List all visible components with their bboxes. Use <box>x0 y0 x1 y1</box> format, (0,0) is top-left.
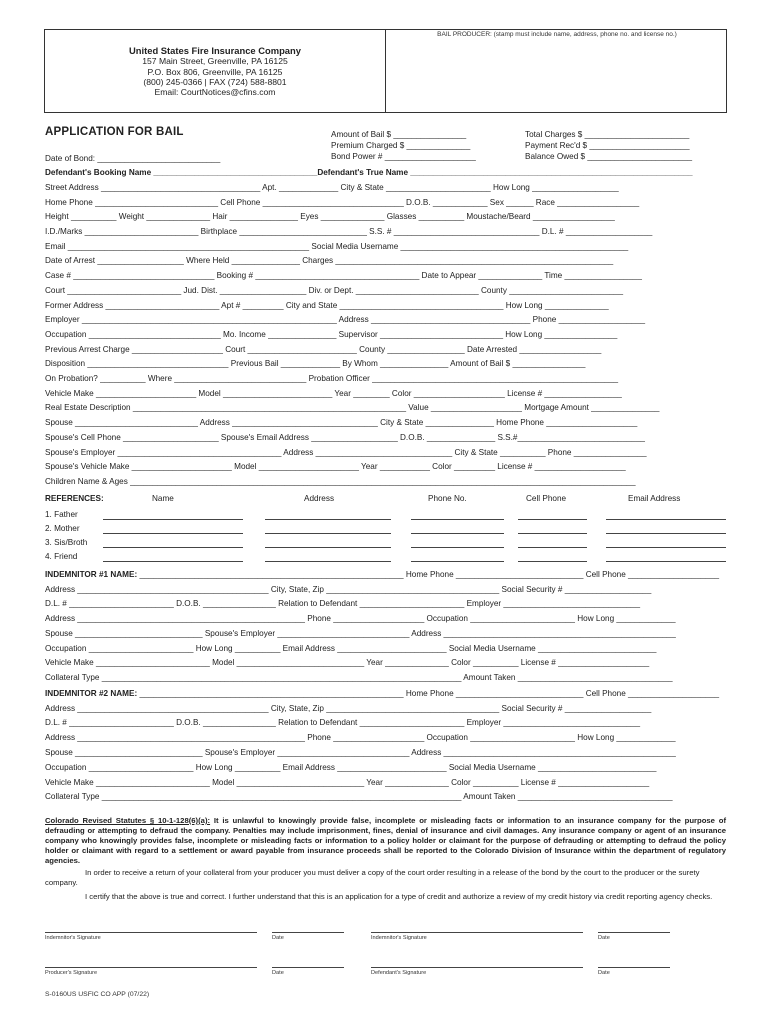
reference-field-line[interactable] <box>518 547 587 548</box>
producer-signature-line[interactable] <box>45 967 257 968</box>
reference-field-line[interactable] <box>606 547 726 548</box>
reference-field-line[interactable] <box>265 519 391 520</box>
header-divider <box>385 29 386 113</box>
date4-label: Date <box>598 970 610 976</box>
reference-field-line[interactable] <box>103 561 243 562</box>
indemnitor1-row[interactable]: Vehicle Make _________________________ Model ____________________________ Year ______________ Color __________ License # ____________________ <box>45 658 650 667</box>
date2-line[interactable] <box>598 932 670 933</box>
date1-line[interactable] <box>272 932 344 933</box>
reference-field-line[interactable] <box>606 561 726 562</box>
defendant-row[interactable]: Defendant's Booking Name ____________________________________Defendant's True Name ______________________________________________________________ <box>45 168 693 177</box>
indemnitor2-row[interactable]: Collateral Type _______________________________________________________________________________ Amount Taken __________________________________ <box>45 792 673 801</box>
page-title: APPLICATION FOR BAIL <box>45 126 184 138</box>
defendant-row[interactable]: Vehicle Make ______________________ Model ________________________ Year ________ Color ____________________ License # _________________ <box>45 389 622 398</box>
reference-field-line[interactable] <box>518 519 587 520</box>
defendant-row[interactable]: Disposition _______________________________ Previous Bail _____________ By Whom _______________ Amount of Bail $ ________________ <box>45 359 586 368</box>
reference-field-line[interactable] <box>518 561 587 562</box>
reference-friend: 4. Friend <box>45 552 78 561</box>
company-phone-fax: (800) 245-0366 | FAX (724) 588-8801 <box>143 77 287 87</box>
reference-field-line[interactable] <box>103 533 243 534</box>
total-charges-field[interactable]: Total Charges $ _______________________ <box>525 130 690 139</box>
ref-col-address: Address <box>304 494 335 503</box>
indemnitor1-signature-label: Indemnitor's Signature <box>45 935 101 941</box>
reference-field-line[interactable] <box>265 533 391 534</box>
reference-field-line[interactable] <box>411 533 504 534</box>
premium-charged-field[interactable]: Premium Charged $ ______________ <box>331 141 471 150</box>
indemnitor2-row[interactable]: Address __________________________________________________ Phone ____________________ Occupation _______________________ How Long _____________ <box>45 733 676 742</box>
defendant-row[interactable]: Street Address ___________________________________ Apt. _____________ City & State _______________________ How Long ___________________ <box>45 183 619 192</box>
reference-field-line[interactable] <box>606 533 726 534</box>
defendant-row[interactable]: I.D./Marks _________________________ Birthplace ____________________________ S.S. # ________________________________ D.L. # ___________________ <box>45 227 653 236</box>
ref-col-name: Name <box>152 494 174 503</box>
company-name: United States Fire Insurance Company <box>129 45 301 56</box>
defendant-row[interactable]: Spouse's Cell Phone _____________________ Spouse's Email Address ___________________ D.O.B. _______________ S.S.#____________________________ <box>45 433 645 442</box>
indemnitor2-row[interactable]: Occupation _______________________ How Long __________ Email Address ________________________ Social Media Username __________________________ <box>45 763 657 772</box>
indemnitor2-signature-label: Indemnitor's Signature <box>371 935 427 941</box>
company-address1: 157 Main Street, Greenville, PA 16125 <box>142 56 288 66</box>
defendant-row[interactable]: Former Address _________________________ Apt # _________ City and State ____________________________________ How Long ______________ <box>45 301 609 310</box>
references-label: REFERENCES: <box>45 494 104 503</box>
ref-col-email: Email Address <box>628 494 681 503</box>
defendant-row[interactable]: Occupation _____________________________ Mo. Income _______________ Supervisor ___________________________ How Long ________________ <box>45 330 618 339</box>
reference-field-line[interactable] <box>606 519 726 520</box>
defendant-row[interactable]: Spouse ___________________________ Address ________________________________ City & State _______________ Home Phone ____________________ <box>45 418 638 427</box>
indemnitor1-row[interactable]: Address __________________________________________________ Phone ____________________ Occupation _______________________ How Long _____________ <box>45 614 676 623</box>
certification-paragraph: I certify that the above is true and correct. I further understand that this is an application for a type of credit and authorize a review of my credit history via credit reporting agency checks. <box>85 892 713 901</box>
bond-power-field[interactable]: Bond Power # ____________________ <box>331 152 476 161</box>
indemnitor1-row[interactable]: Collateral Type _______________________________________________________________________________ Amount Taken __________________________________ <box>45 673 673 682</box>
reference-field-line[interactable] <box>411 547 504 548</box>
defendant-row[interactable]: Home Phone ___________________________ Cell Phone _______________________________ D.O.B. ____________ Sex ______ Race __________________ <box>45 198 640 207</box>
date1-label: Date <box>272 935 284 941</box>
reference-field-line[interactable] <box>103 519 243 520</box>
indemnitor2-row[interactable]: Address __________________________________________ City, State, Zip ______________________________________ Social Security # ___________________ <box>45 704 652 713</box>
reference-field-line[interactable] <box>411 561 504 562</box>
defendant-row[interactable]: Case # _______________________________ Booking # ____________________________________ Date to Appear ______________ Time _________________ <box>45 271 642 280</box>
ref-col-cell: Cell Phone <box>526 494 567 503</box>
reference-field-line[interactable] <box>103 547 243 548</box>
reference-field-line[interactable] <box>265 561 391 562</box>
indemnitor1-row[interactable]: Address __________________________________________ City, State, Zip ______________________________________ Social Security # ___________________ <box>45 585 652 594</box>
indemnitor2-row[interactable]: D.L. # _______________________ D.O.B. ________________ Relation to Defendant _______________________ Employer ______________________________ <box>45 718 641 727</box>
reference-sibling: 3. Sis/Broth <box>45 538 88 547</box>
defendant-row[interactable]: Real Estate Description ____________________________________________________________ Value ____________________ Mortgage Amount _______________ <box>45 403 660 412</box>
amount-of-bail-field[interactable]: Amount of Bail $ ________________ <box>331 130 467 139</box>
date-of-bond-field[interactable]: Date of Bond: ___________________________ <box>45 154 221 163</box>
indemnitor1-row[interactable]: Spouse ____________________________ Spouse's Employer _____________________________ Address ___________________________________________________ <box>45 629 676 638</box>
collateral-paragraph: In order to receive a return of your collateral from your producer you must deliver a copy of the court order resulting in a release of the bond by the court to the producer or the surety company. <box>45 868 700 887</box>
defendant-row[interactable]: Height __________ Weight ______________ Hair _______________ Eyes ______________ Glasses __________ Moustache/Beard __________________ <box>45 212 615 221</box>
indemnitor2-row[interactable]: Spouse ____________________________ Spouse's Employer _____________________________ Address ___________________________________________________ <box>45 748 676 757</box>
indemnitor2-name-row[interactable]: INDEMNITOR #2 NAME: __________________________________________________________ Home Phone ____________________________ Cell Phone ____________________ <box>45 689 720 698</box>
reference-field-line[interactable] <box>518 533 587 534</box>
indemnitor2-row[interactable]: Vehicle Make _________________________ Model ____________________________ Year ______________ Color __________ License # ____________________ <box>45 778 650 787</box>
indemnitor2-signature-line[interactable] <box>371 932 583 933</box>
date4-line[interactable] <box>598 967 670 968</box>
indemnitor1-signature-line[interactable] <box>45 932 257 933</box>
defendant-row[interactable]: Date of Arrest ___________________ Where Held _______________ Charges _____________________________________________________________ <box>45 256 614 265</box>
indemnitor1-name-row[interactable]: INDEMNITOR #1 NAME: __________________________________________________________ Home Phone ____________________________ Cell Phone ____________________ <box>45 570 720 579</box>
company-address2: P.O. Box 806, Greenville, PA 16125 <box>147 67 283 77</box>
defendant-row[interactable]: Email _____________________________________________________ Social Media Username __________________________________________________ <box>45 242 629 251</box>
defendant-row[interactable]: On Probation? __________ Where _____________________________ Probation Officer ______________________________________________________ <box>45 374 619 383</box>
legal-notice: Colorado Revised Statutes § 10-1-128(6)(a): It is unlawful to knowingly provide false, incomplete or misleading facts or information to an insurance company for the purpose of defrauding or attempting to defraud the company. Penalties may include imprisonment, fines, denial of insurance and civil damages. Any insurance company or agent of an insurance company who knowingly provides false, incomplete or misleading facts or information to a policy holder or claimant for the purpose of defrauding or attempting to defraud the policy holder or claimant with regard to a settlement or award payable from insurance proceeds shall be reported to the Colorado Division of Insurance within the department of regulatory agencies. <box>45 816 726 865</box>
date3-label: Date <box>272 970 284 976</box>
producer-signature-label: Producer's Signature <box>45 970 98 976</box>
stamp-note: BAIL PRODUCER: (stamp must include name, address, phone no. and license no.) <box>437 31 677 38</box>
ref-col-phone: Phone No. <box>428 494 467 503</box>
payment-recd-field[interactable]: Payment Rec'd $ ______________________ <box>525 141 690 150</box>
defendant-row[interactable]: Court _________________________ Jud. Dist. ___________________ Div. or Dept. ___________________________ County _________________________ <box>45 286 624 295</box>
defendant-signature-line[interactable] <box>371 967 583 968</box>
indemnitor1-row[interactable]: D.L. # _______________________ D.O.B. ________________ Relation to Defendant _______________________ Employer ______________________________ <box>45 599 641 608</box>
defendant-row[interactable]: Previous Arrest Charge ____________________ Court ________________________ County _________________ Date Arrested __________________ <box>45 345 602 354</box>
date2-label: Date <box>598 935 610 941</box>
company-email: Email: CourtNotices@cfins.com <box>154 87 276 97</box>
indemnitor1-row[interactable]: Occupation _______________________ How Long __________ Email Address ________________________ Social Media Username __________________________ <box>45 644 657 653</box>
reference-field-line[interactable] <box>265 547 391 548</box>
balance-owed-field[interactable]: Balance Owed $ _______________________ <box>525 152 693 161</box>
form-number: S-0160US USFIC CO APP (07/22) <box>45 991 150 998</box>
reference-father: 1. Father <box>45 510 78 519</box>
date3-line[interactable] <box>272 967 344 968</box>
reference-mother: 2. Mother <box>45 524 80 533</box>
defendant-signature-label: Defendant's Signature <box>371 970 427 976</box>
defendant-row[interactable]: Spouse's Vehicle Make ______________________ Model ______________________ Year ___________ Color _________ License # ____________________ <box>45 462 626 471</box>
defendant-row[interactable]: Spouse's Employer ____________________________________ Address ______________________________ City & State __________ Phone ________________ <box>45 448 647 457</box>
reference-field-line[interactable] <box>411 519 504 520</box>
defendant-row[interactable]: Children Name & Ages _______________________________________________________________________________________________________________ <box>45 477 636 486</box>
defendant-row[interactable]: Employer ________________________________________________________ Address ___________________________________ Phone ___________________ <box>45 315 646 324</box>
